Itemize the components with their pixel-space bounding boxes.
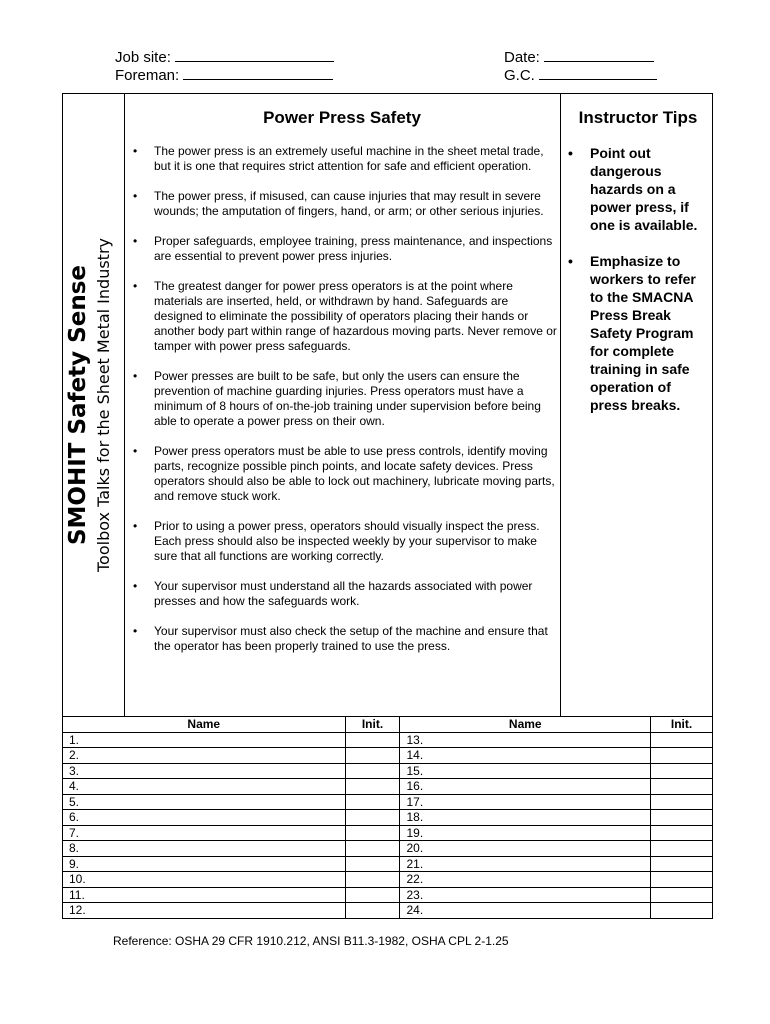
name-cell[interactable]: 13. — [400, 732, 651, 748]
bullet-icon: • — [133, 234, 138, 248]
init-cell[interactable] — [345, 841, 400, 857]
tip-item: • Point out dangerous hazards on a power press, if one is available. — [568, 145, 698, 233]
name-cell[interactable]: 12. — [63, 903, 346, 919]
name-cell[interactable]: 3. — [63, 763, 346, 779]
bullet-icon: • — [568, 253, 573, 269]
bullet-icon: • — [133, 444, 138, 458]
bullet-icon: • — [133, 189, 138, 203]
name-cell[interactable]: 16. — [400, 779, 651, 795]
sidebar-subtitle: Toolbox Talks for the Sheet Metal Industry — [94, 238, 113, 572]
bullet-icon: • — [133, 369, 138, 383]
init-cell[interactable] — [651, 903, 713, 919]
name-cell[interactable]: 15. — [400, 763, 651, 779]
init-cell[interactable] — [345, 732, 400, 748]
bullet-icon: • — [133, 579, 138, 593]
talk-bullet: • Prior to using a power press, operators should visually inspect the press. Each press should also be inspected weekly by your supervisor to make sure that all functions are working correctly. — [133, 519, 540, 563]
name-cell[interactable]: 24. — [400, 903, 651, 919]
init-cell[interactable] — [651, 856, 713, 872]
talk-bullet: • The greatest danger for power press operators is at the point where materials are inserted, held, or withdrawn by hand. Safeguards are designed to eliminate the possibility of operators placing their hands or another body part within range of hazardous moving parts. Never remove or tamper with power press safeguards. — [133, 279, 557, 353]
name-cell[interactable]: 17. — [400, 794, 651, 810]
init-cell[interactable] — [651, 810, 713, 826]
name-cell[interactable]: 18. — [400, 810, 651, 826]
date-field[interactable] — [504, 48, 654, 66]
bullet-icon: • — [133, 624, 138, 638]
name-cell[interactable]: 19. — [400, 825, 651, 841]
job-site-field[interactable] — [115, 48, 334, 66]
table-row — [63, 810, 713, 826]
talk-content — [127, 108, 557, 669]
name-header: Name — [400, 717, 651, 733]
name-cell[interactable]: 11. — [63, 887, 346, 903]
table-row — [63, 779, 713, 795]
talk-bullet: • Your supervisor must understand all the hazards associated with power presses and how the safeguards work. — [133, 579, 533, 608]
init-cell[interactable] — [345, 887, 400, 903]
table-row — [63, 825, 713, 841]
foreman-field[interactable] — [115, 66, 333, 84]
job-site-label: Job site: — [115, 49, 171, 66]
name-cell[interactable]: 1. — [63, 732, 346, 748]
init-cell[interactable] — [651, 887, 713, 903]
table-header-row — [63, 717, 713, 733]
init-header: Init. — [345, 717, 400, 733]
init-cell[interactable] — [345, 825, 400, 841]
bullet-icon: • — [568, 145, 573, 161]
foreman-blank[interactable] — [183, 66, 333, 80]
init-cell[interactable] — [345, 810, 400, 826]
table-row — [63, 872, 713, 888]
table-row — [63, 887, 713, 903]
reference-note: Reference: OSHA 29 CFR 1910.212, ANSI B11.3-1982, OSHA CPL 2-1.25 — [113, 934, 509, 948]
name-cell[interactable]: 8. — [63, 841, 346, 857]
name-cell[interactable]: 14. — [400, 748, 651, 764]
date-label: Date: — [504, 49, 540, 66]
init-cell[interactable] — [345, 779, 400, 795]
bullet-icon: • — [133, 279, 138, 293]
name-cell[interactable]: 10. — [63, 872, 346, 888]
init-cell[interactable] — [651, 779, 713, 795]
date-blank[interactable] — [544, 48, 654, 62]
init-header: Init. — [651, 717, 713, 733]
bullet-icon: • — [133, 519, 138, 533]
talk-bullet-list — [127, 144, 557, 654]
init-cell[interactable] — [651, 872, 713, 888]
init-cell[interactable] — [345, 748, 400, 764]
init-cell[interactable] — [345, 763, 400, 779]
name-header: Name — [63, 717, 346, 733]
instructor-tips — [564, 108, 712, 432]
init-cell[interactable] — [651, 763, 713, 779]
init-cell[interactable] — [345, 856, 400, 872]
name-cell[interactable]: 6. — [63, 810, 346, 826]
sidebar-title: SMOHIT Safety Sense — [65, 264, 91, 546]
table-row — [63, 732, 713, 748]
table-row — [63, 748, 713, 764]
tip-item: • Emphasize to workers to refer to the SMACNA Press Break Safety Program for complete training in safe operation of press breaks. — [568, 253, 696, 413]
table-row — [63, 903, 713, 919]
name-cell[interactable]: 7. — [63, 825, 346, 841]
gc-blank[interactable] — [539, 66, 657, 80]
bullet-icon: • — [133, 144, 138, 158]
init-cell[interactable] — [651, 794, 713, 810]
name-cell[interactable]: 23. — [400, 887, 651, 903]
tips-title: Instructor Tips — [578, 108, 698, 127]
table-row — [63, 794, 713, 810]
talk-bullet: • The power press is an extremely useful machine in the sheet metal trade, but it is one that requires strict attention for safe and efficient operation. — [133, 144, 544, 173]
table-row — [63, 841, 713, 857]
name-cell[interactable]: 9. — [63, 856, 346, 872]
tips-list — [564, 144, 712, 414]
init-cell[interactable] — [345, 794, 400, 810]
talk-bullet: • Proper safeguards, employee training, press maintenance, and inspections are essential to prevent power press injuries. — [133, 234, 553, 263]
init-cell[interactable] — [651, 825, 713, 841]
init-cell[interactable] — [345, 872, 400, 888]
tips-divider — [560, 93, 561, 717]
sign-in-table — [62, 716, 713, 919]
sidebar-branding — [63, 145, 123, 665]
init-cell[interactable] — [651, 748, 713, 764]
job-site-blank[interactable] — [175, 48, 334, 62]
talk-title: Power Press Safety — [263, 108, 421, 127]
talk-bullet: • Power press operators must be able to use press controls, identify moving parts, recognize possible pinch points, and locate safety devices. Press operators should also be able to lock out machinery, lubricate moving parts, and remove stuck work. — [133, 444, 555, 503]
init-cell[interactable] — [345, 903, 400, 919]
table-row — [63, 763, 713, 779]
gc-field[interactable] — [504, 66, 657, 84]
table-row — [63, 856, 713, 872]
name-cell[interactable]: 22. — [400, 872, 651, 888]
name-cell[interactable]: 21. — [400, 856, 651, 872]
init-cell[interactable] — [651, 841, 713, 857]
talk-bullet: • Your supervisor must also check the setup of the machine and ensure that the operator has been properly trained to use the press. — [133, 624, 548, 653]
name-cell[interactable]: 20. — [400, 841, 651, 857]
name-cell[interactable]: 5. — [63, 794, 346, 810]
init-cell[interactable] — [651, 732, 713, 748]
foreman-label: Foreman: — [115, 67, 180, 84]
name-cell[interactable]: 2. — [63, 748, 346, 764]
gc-label: G.C. — [504, 67, 535, 84]
name-cell[interactable]: 4. — [63, 779, 346, 795]
talk-bullet: • Power presses are built to be safe, but only the users can ensure the prevention of machine guarding injuries. Press operators must have a minimum of 8 hours of on-the-job training under supervision before being able to operate a power press on their own. — [133, 369, 541, 428]
talk-bullet: • The power press, if misused, can cause injuries that may result in severe wounds; the amputation of fingers, hand, or arm; or other serious injuries. — [133, 189, 544, 218]
